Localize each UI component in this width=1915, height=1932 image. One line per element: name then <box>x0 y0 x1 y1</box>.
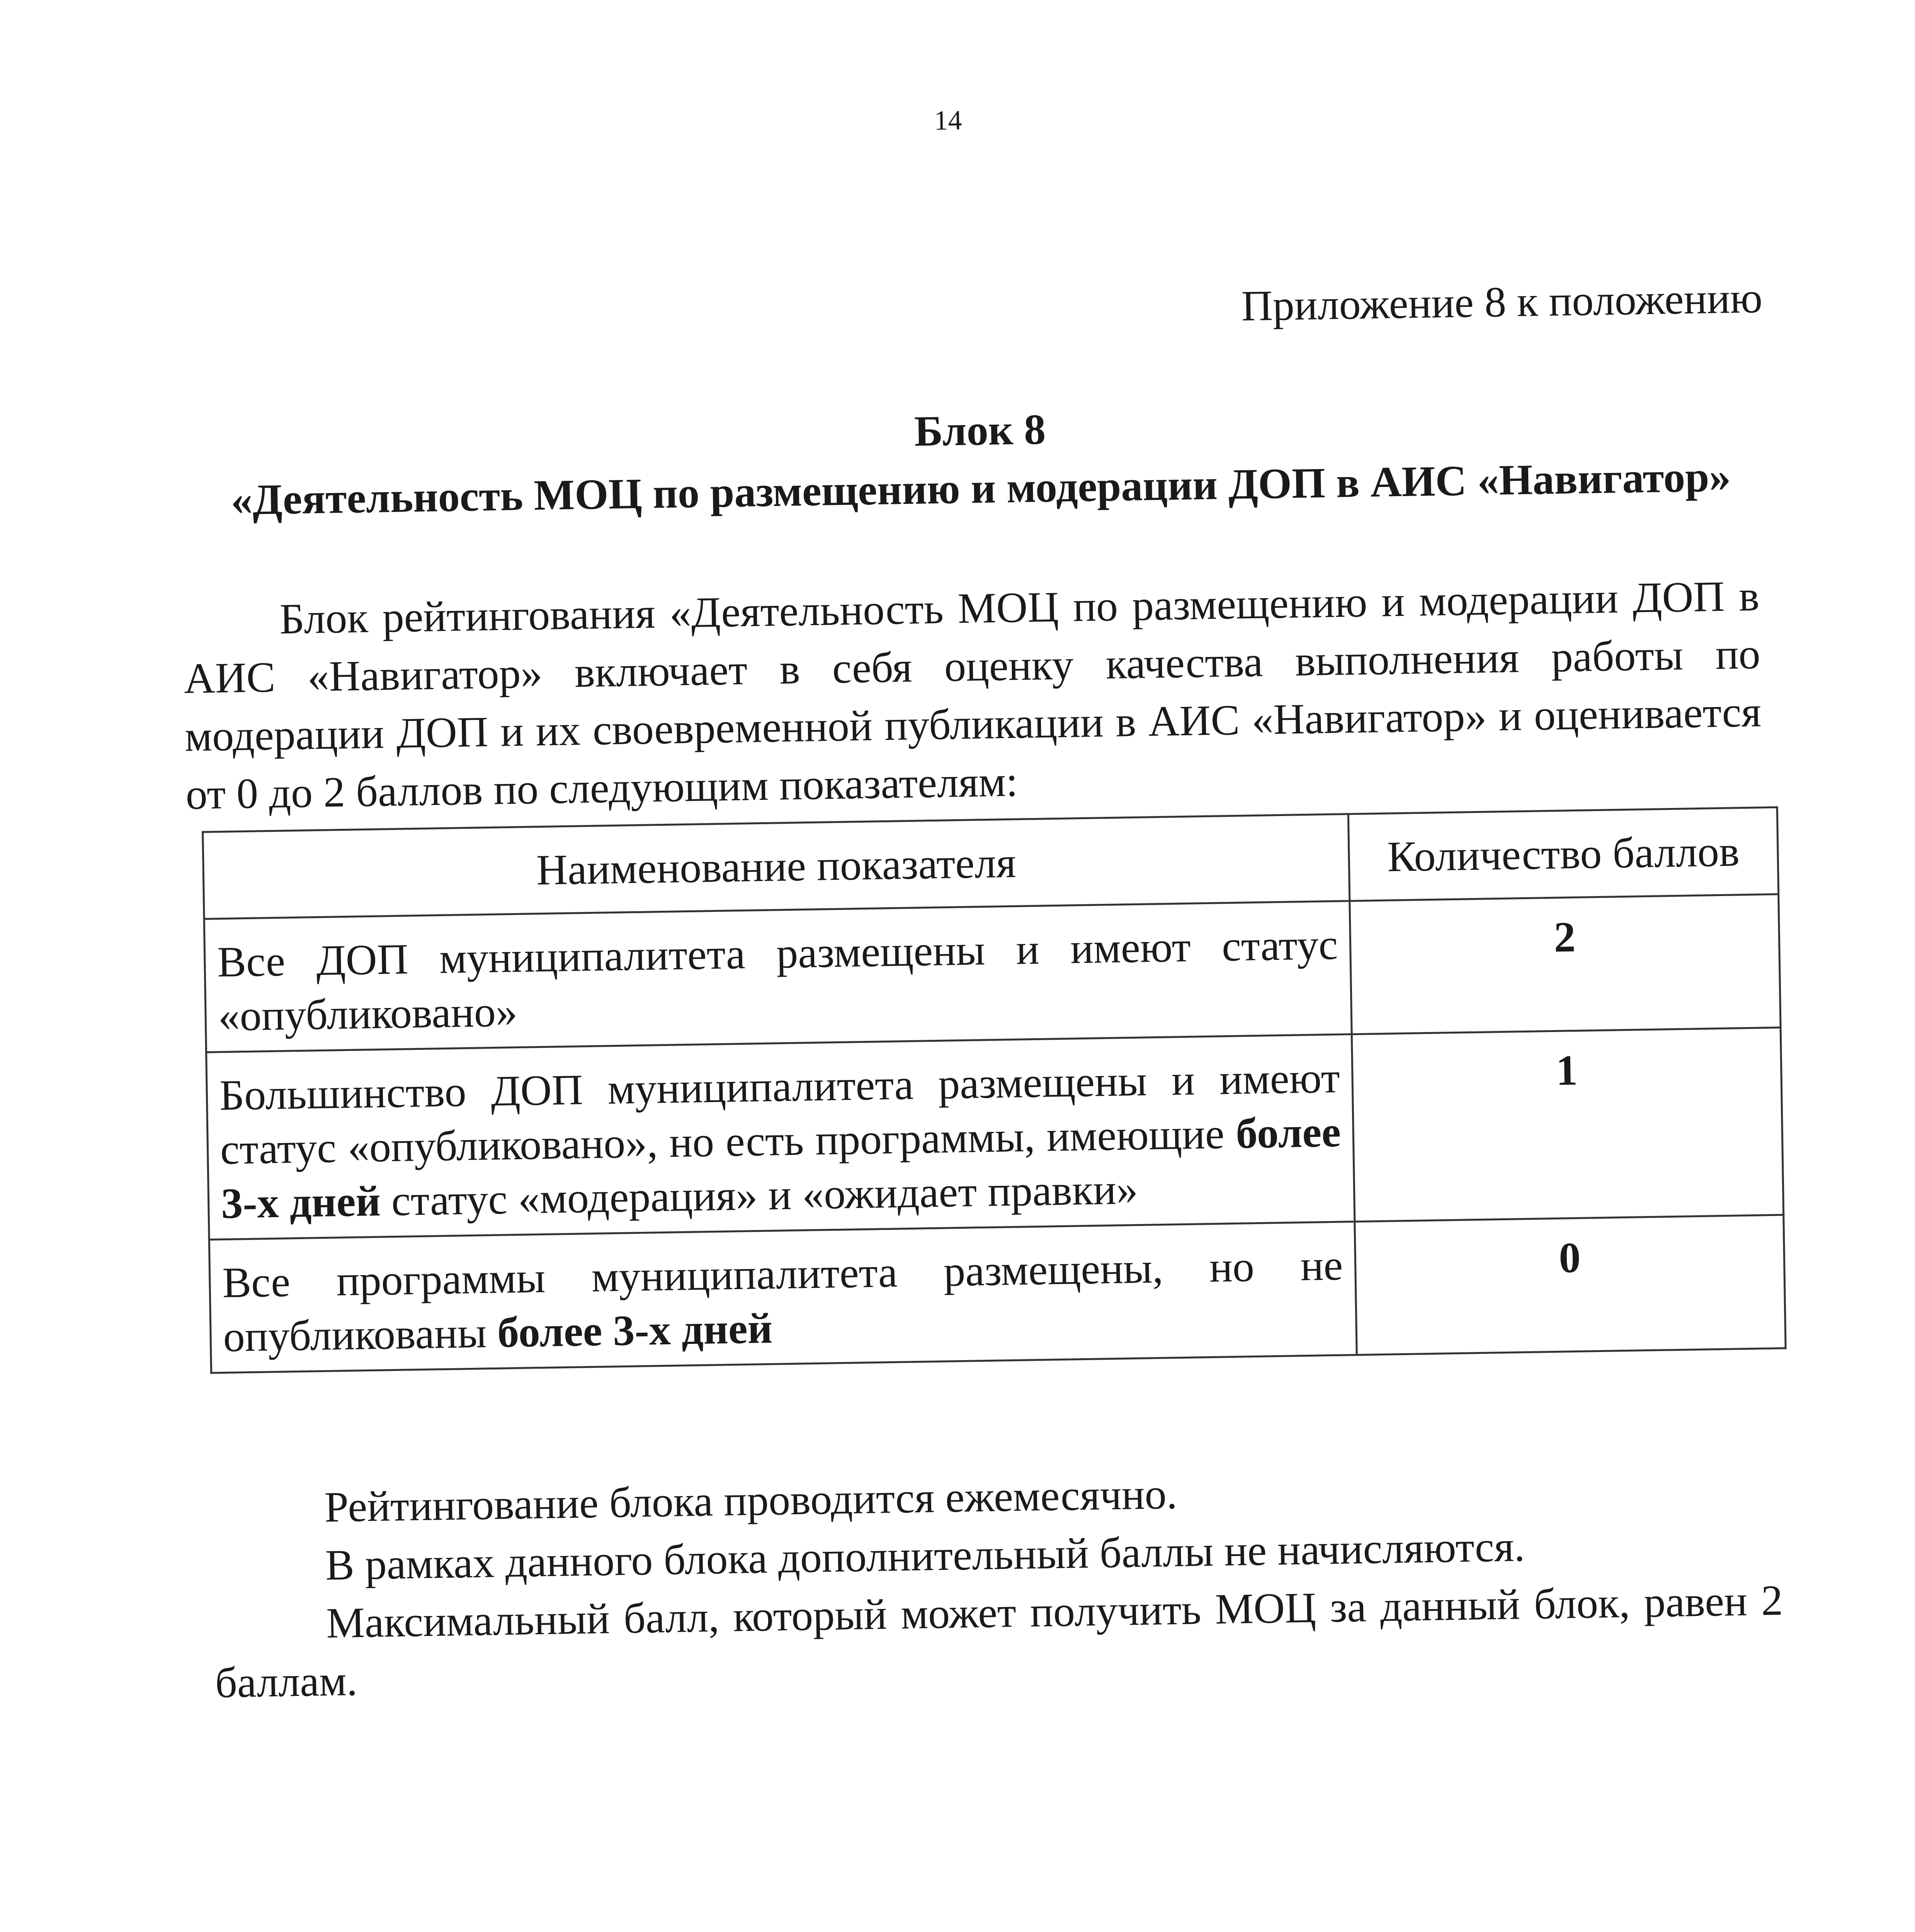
score-cell: 1 <box>1352 1027 1783 1221</box>
indicator-bold-text: более 3-х дней <box>221 1108 1341 1228</box>
indicator-text: Все ДОП муниципалитета размещены и имеют статус «опубликовано» <box>217 920 1338 1041</box>
rating-table <box>202 806 1787 1374</box>
indicator-bold-text: более 3-х дней <box>497 1304 773 1357</box>
closing-paragraph: Максимальный балл, который может получить МОЦ за данный блок, равен 2 баллам. <box>214 1576 1783 1707</box>
header-indicator-name: Наименование показателя <box>203 814 1350 919</box>
indicator-cell <box>209 1222 1357 1373</box>
indicator-text: Большинство ДОП муниципалитета размещены и имеют статус «опубликовано», но есть программы, имеющие <box>219 1054 1340 1174</box>
table-row <box>206 1027 1784 1240</box>
block-title: Блок 8 <box>914 405 1046 456</box>
indicator-text: Все программы муниципалитета размещены, но не опубликованы <box>222 1241 1344 1361</box>
intro-paragraph: Блок рейтингования «Деятельность МОЦ по размещению и модерации ДОП в АИС «Навигатор» включает в себя оценку качества выполнения работы по модерации ДОП и их своевременной публикации в АИС «Навигатор» и оценивается от 0 до 2 баллов по следующим показателям: <box>183 572 1762 819</box>
page-number: 14 <box>934 104 963 136</box>
indicator-cell <box>204 901 1352 1053</box>
closing-paragraph: В рамках данного блока дополнительный баллы не начисляются. <box>325 1522 1526 1589</box>
header-score: Количество баллов <box>1348 807 1778 901</box>
indicator-cell <box>206 1034 1355 1240</box>
table-row <box>209 1215 1786 1373</box>
score-cell: 2 <box>1350 894 1781 1034</box>
score-cell: 0 <box>1355 1215 1786 1355</box>
indicator-text-after: статус «модерация» и «ожидает правки» <box>391 1165 1138 1225</box>
closing-section <box>212 1456 1784 1712</box>
block-heading <box>195 389 1765 530</box>
appendix-label: Приложение 8 к положению <box>1241 274 1763 330</box>
table-row <box>204 894 1781 1052</box>
block-subtitle: «Деятельность МОЦ по размещению и модерации ДОП в АИС «Навигатор» <box>230 452 1731 524</box>
closing-paragraph: Рейтингование блока проводится ежемесячно. <box>324 1470 1178 1531</box>
